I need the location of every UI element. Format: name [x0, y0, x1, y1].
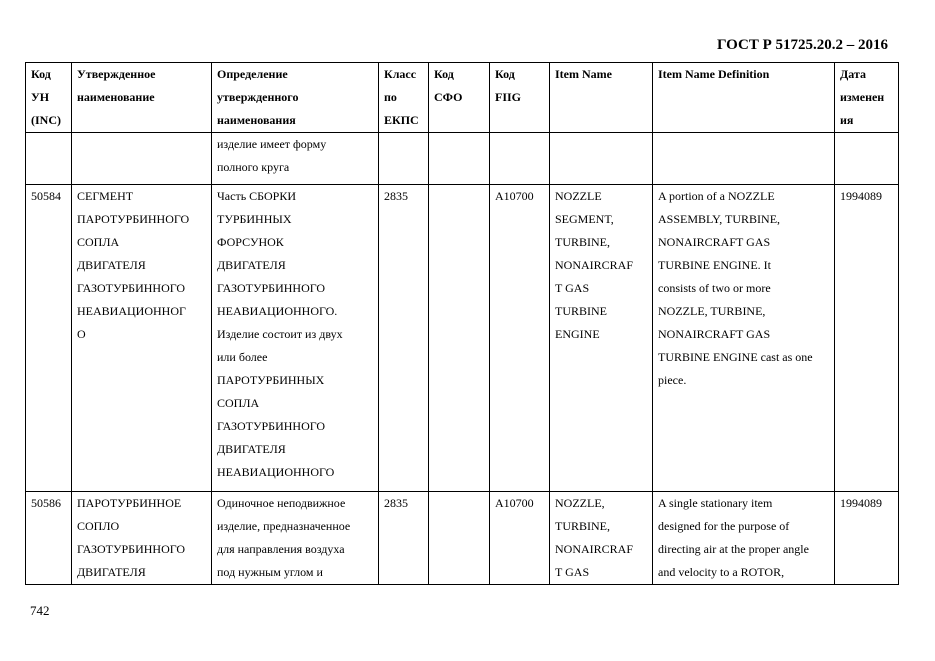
cell-item-name: [550, 133, 653, 185]
cell-approved-name: [72, 133, 212, 185]
cell-name-definition: изделие имеет форму полного круга: [212, 133, 379, 185]
cell-inc: 50586: [26, 492, 72, 585]
cell-ekps-class: [379, 133, 429, 185]
cell-approved-name: ПАРОТУРБИННОЕ СОПЛО ГАЗОТУРБИННОГО ДВИГАТЕЛЯ: [72, 492, 212, 585]
cell-inc: 50584: [26, 185, 72, 492]
cell-sfo-code: [429, 492, 490, 585]
cell-ekps-class: 2835: [379, 492, 429, 585]
page-number: 742: [30, 603, 50, 618]
document-standard-title: ГОСТ Р 51725.20.2 – 2016: [716, 37, 888, 53]
cell-fiig-code: A10700: [490, 492, 550, 585]
cell-fiig-code: A10700: [490, 185, 550, 492]
cell-fiig-code: [490, 133, 550, 185]
header-fiig-code: Код FIIG: [490, 63, 550, 133]
header-name-definition: Определение утвержденного наименования: [212, 63, 379, 133]
item-names-table: [25, 62, 899, 585]
table-header-row: [26, 63, 899, 133]
header-approved-name: Утвержденное наименование: [72, 63, 212, 133]
cell-item-name: NOZZLE SEGMENT, TURBINE, NONAIRCRAF T GAS TURBINE ENGINE: [550, 185, 653, 492]
cell-name-definition: Часть СБОРКИ ТУРБИННЫХ ФОРСУНОК ДВИГАТЕЛЯ ГАЗОТУРБИННОГО НЕАВИАЦИОННОГО. Изделие состоит из двух или более ПАРОТУРБИННЫХ СОПЛА ГАЗОТУРБИННОГО ДВИГАТЕЛЯ НЕАВИАЦИОННОГО: [212, 185, 379, 492]
cell-item-name-definition: A portion of a NOZZLE ASSEMBLY, TURBINE, NONAIRCRAFT GAS TURBINE ENGINE. It consists of two or more NOZZLE, TURBINE, NONAIRCRAFT GAS TURBINE ENGINE cast as one piece.: [653, 185, 835, 492]
header-inc: Код УН (INC): [26, 63, 72, 133]
cell-inc: [26, 133, 72, 185]
header-change-date: Дата изменен ия: [835, 63, 899, 133]
cell-change-date: [835, 133, 899, 185]
cell-name-definition: Одиночное неподвижное изделие, предназначенное для направления воздуха под нужным углом и: [212, 492, 379, 585]
table-row: [26, 492, 899, 585]
header-item-name: Item Name: [550, 63, 653, 133]
cell-item-name: NOZZLE, TURBINE, NONAIRCRAF T GAS: [550, 492, 653, 585]
table-row: [26, 185, 899, 492]
cell-item-name-definition: [653, 133, 835, 185]
cell-change-date: 1994089: [835, 492, 899, 585]
cell-sfo-code: [429, 133, 490, 185]
cell-approved-name: СЕГМЕНТ ПАРОТУРБИННОГО СОПЛА ДВИГАТЕЛЯ ГАЗОТУРБИННОГО НЕАВИАЦИОННОГ О: [72, 185, 212, 492]
cell-item-name-definition: A single stationary item designed for the purpose of directing air at the proper angle and velocity to a ROTOR,: [653, 492, 835, 585]
header-ekps-class: Класс по ЕКПС: [379, 63, 429, 133]
header-sfo-code: Код СФО: [429, 63, 490, 133]
table-row: [26, 133, 899, 185]
cell-ekps-class: 2835: [379, 185, 429, 492]
cell-change-date: 1994089: [835, 185, 899, 492]
cell-sfo-code: [429, 185, 490, 492]
header-item-name-definition: Item Name Definition: [653, 63, 835, 133]
